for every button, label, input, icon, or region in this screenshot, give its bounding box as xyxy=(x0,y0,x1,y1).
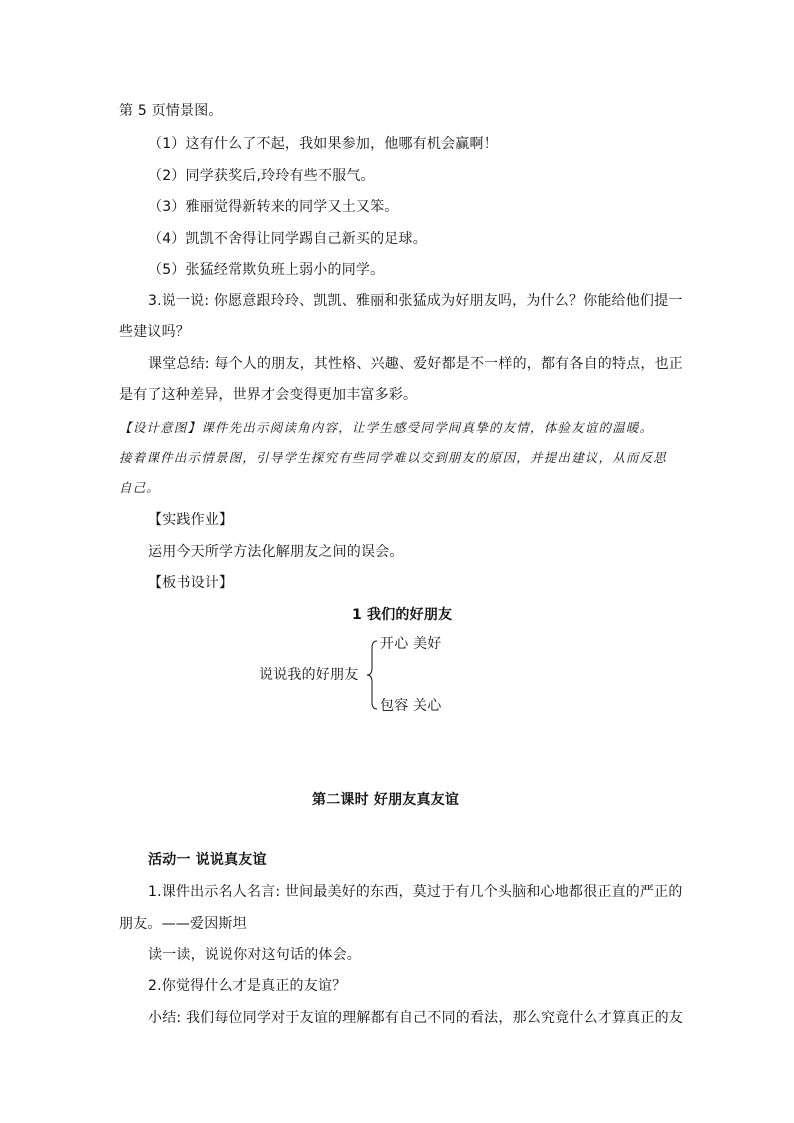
board-brace xyxy=(366,640,378,710)
text-line: （2）同学获奖后,玲玲有些不服气。 xyxy=(148,168,375,184)
text-line: （3）雅丽觉得新转来的同学又土又笨。 xyxy=(148,199,399,215)
activity-heading: 活动一 说说真友谊 xyxy=(148,852,267,868)
board-center: 说说我的好朋友 xyxy=(259,667,359,683)
lesson-title: 第二课时 好朋友真友谊 xyxy=(312,792,460,808)
board-branch-top: 开心 美好 xyxy=(380,636,442,652)
text-line: 是有了这种差异，世界才会变得更加丰富多彩。 xyxy=(119,387,418,403)
design-intent-line: 【设计意图】课件先出示阅读角内容，让学生感受同学间真挚的友情，体验友谊的温暖。 xyxy=(119,420,654,435)
text-line: 2.你觉得什么才是真正的友谊？ xyxy=(148,978,347,994)
text-line: 3.说一说: 你愿意跟玲玲、凯凯、雅丽和张猛成为好朋友吗，为什么？你能给他们提一 xyxy=(148,293,683,309)
text-line: 第 5 页情景图。 xyxy=(119,103,223,119)
text-line: 1.课件出示名人名言: 世间最美好的东西，莫过于有几个头脑和心地都很正直的严正的 xyxy=(148,884,683,900)
text-line: （5）张猛经常欺负班上弱小的同学。 xyxy=(148,262,385,278)
section-heading: 【实践作业】 xyxy=(148,512,234,528)
section-heading: 【板书设计】 xyxy=(148,575,234,591)
text-line: 读一读，说说你对这句话的体会。 xyxy=(148,947,361,963)
board-title: 1 我们的好朋友 xyxy=(352,607,453,623)
text-line: （4）凯凯不舍得让同学踢自己新买的足球。 xyxy=(148,231,427,247)
board-branch-bottom: 包容 关心 xyxy=(380,698,442,714)
text-line: 课堂总结: 每个人的朋友，其性格、兴趣、爱好都是不一样的，都有各自的特点，也正 xyxy=(148,356,683,372)
text-line: 小结: 我们每位同学对于友谊的理解都有自己不同的看法，那么究竟什么才算真正的友 xyxy=(148,1010,683,1026)
text-line: 些建议吗？ xyxy=(119,324,190,340)
text-line: （1）这有什么了不起，我如果参加，他哪有机会赢啊！ xyxy=(148,136,498,152)
design-intent-line: 接着课件出示情景图，引导学生探究有些同学难以交到朋友的原因，并提出建议，从而反思 xyxy=(119,450,668,465)
text-line: 运用今天所学方法化解朋友之间的误会。 xyxy=(148,544,404,560)
text-line: 朋友。——爱因斯坦 xyxy=(119,916,247,932)
design-intent-line: 自己。 xyxy=(119,480,161,495)
